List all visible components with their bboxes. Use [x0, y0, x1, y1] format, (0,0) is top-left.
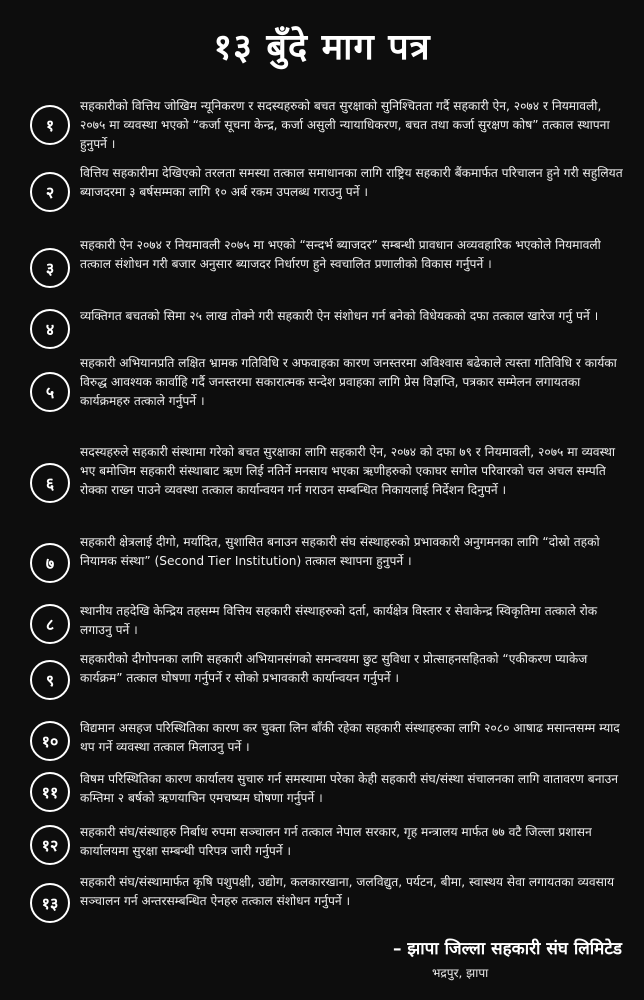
item-number-badge: १२: [30, 825, 70, 865]
signature-organization: – झापा जिल्ला सहकारी संघ लिमिटेड: [392, 939, 622, 959]
item-number-badge: २: [30, 172, 70, 212]
demand-text: सहकारी क्षेत्रलाई दीगो, मर्यादित, सुशासित बनाउन सहकारी संघ संस्थाहरुको प्रभावकारी अनुगमनका लागि “दोस्रो तहको नियामक संस्था” (Second Tier Institution) तत्काल स्थापना हुनुपर्ने ।: [80, 535, 600, 568]
page-title: १३ बुँदे माग पत्र: [213, 27, 431, 68]
item-number-badge: ५: [30, 372, 70, 412]
demand-text: सहकारी अभियानप्रति लक्षित भ्रामक गतिविधि र अफवाहका कारण जनस्तरमा अविश्वास बढेकाले त्यस्ता गतिविधि र कार्यका विरुद्ध आवश्यक कार्वाहि गर्दै जनस्तरमा सकारात्मक सन्देश प्रवाहका लागि प्रेस विज्ञप्ति, पत्रकार सम्मेलन लगायतका कार्यक्रमहरु तत्काले गर्नुपर्ने ।: [80, 356, 617, 408]
demand-text: विद्यमान असहज परिस्थितिका कारण कर चुक्ता लिन बाँकी रहेका सहकारी संस्थाहरुका लागि २०८० आषाढ मसान्तसम्म म्याद थप गर्ने व्यवस्था तत्काल मिलाउनु पर्ने ।: [80, 721, 620, 754]
signature-address: भद्रपुर, झापा: [432, 966, 489, 980]
demand-text: वित्तिय सहकारीमा देखिएको तरलता समस्या तत्काल समाधानका लागि राष्ट्रिय सहकारी बैंकमार्फत परिचालन हुने गरी सहुलियत ब्याजदरमा ३ बर्षसम्मका लागि १० अर्ब रकम उपलब्ध गराउनु पर्ने ।: [80, 166, 623, 199]
item-number-badge: ९: [30, 660, 70, 700]
demand-text: विषम परिस्थितिका कारण कार्यालय सुचारु गर्न समस्यामा परेका केही सहकारी संघ/संस्था संचालनका लागि वातावरण बनाउन कम्तिमा २ बर्षको ऋणयाचिन एमचष्यम घोषणा गर्नुपर्ने ।: [80, 772, 619, 805]
item-number-badge: १३: [30, 883, 70, 923]
item-number-badge: ३: [30, 248, 70, 288]
demand-text: सहकारी संघ/संस्थामार्फत कृषि पशुपक्षी, उद्योग, कलकारखाना, जलविद्युत, पर्यटन, बीमा, स्वास्थय सेवा लगायतका व्यवसाय सञ्चालन गर्न अन्तरसम्बन्धित ऐनहरु तत्काल संशोधन गर्नुपर्ने ।: [80, 875, 615, 908]
item-number-badge: १०: [30, 721, 70, 761]
item-number-badge: ४: [30, 309, 70, 349]
item-number-badge: ८: [30, 604, 70, 644]
demand-text: सहकारी ऐन २०७४ र नियमावली २०७५ मा भएको “सन्दर्भ ब्याजदर” सम्बन्धी प्रावधान अव्यवहारिक भएकोले नियमावली तत्काल संशोधन गरी बजार अनुसार ब्याजदर निर्धारण हुने स्वचालित प्रणालीको विकास गर्नुपर्ने ।: [80, 238, 601, 271]
demand-text: व्यक्तिगत बचतको सिमा २५ लाख तोक्ने गरी सहकारी ऐन संशोधन गर्न बनेको विधेयकको दफा तत्काल खारेज गर्नु पर्ने ।: [80, 309, 599, 323]
item-number-badge: ११: [30, 772, 70, 812]
demand-text: स्थानीय तहदेखि केन्द्रिय तहसम्म वित्तिय सहकारी संस्थाहरुको दर्ता, कार्यक्षेत्र विस्तार र सेवाकेन्द्र स्विकृतिमा तत्काले रोक लगाउनु पर्ने ।: [80, 604, 598, 637]
item-number-badge: ७: [30, 543, 70, 583]
demand-text: सहकारीको दीगोपनका लागि सहकारी अभियानसंगको समन्वयमा छुट सुविधा र प्रोत्साहनसहितको “एकीकरण प्याकेज कार्यक्रम” तत्काल घोषणा गर्नुपर्ने र सोको प्रभावकारी कार्यान्वयन गर्नुपर्ने ।: [80, 652, 588, 685]
demand-text: सहकारी संघ/संस्थाहरु निर्बाध रुपमा सञ्चालन गर्न तत्काल नेपाल सरकार, गृह मन्त्रालय मार्फत ७७ वटै जिल्ला प्रशासन कार्यालयमा सुरक्षा सम्बन्धी परिपत्र जारी गर्नुपर्ने ।: [80, 825, 592, 858]
demand-text: सदस्यहरुले सहकारी संस्थामा गरेको बचत सुरक्षाका लागि सहकारी ऐन, २०७४ को दफा ७९ र नियमावली, २०७५ मा व्यवस्था भए बमोजिम सहकारी संस्थाबाट ऋण लिई नतिर्ने मनसाय भएका ऋणीहरुको एकाघर सगोल परिवारको चल अचल सम्पति रोक्का राख्न पाउने व्यवस्था तत्काल कार्यान्वयन गर्न गराउन सम्बन्धित निकायलाई निर्देशन दिनुपर्ने ।: [80, 445, 616, 497]
item-number-badge: १: [30, 105, 70, 145]
item-number-badge: ६: [30, 463, 70, 503]
demand-text: सहकारीको वित्तिय जोखिम न्यूनिकरण र सदस्यहरुको बचत सुरक्षाको सुनिश्चितता गर्दै सहकारी ऐन, २०७४ र नियमावली, २०७५ मा व्यवस्था भएको “कर्जा सूचना केन्द्र, कर्जा असुली न्यायाधिकरण, बचत तथा कर्जा सुरक्षण कोष” तत्काल स्थापना हुनुपर्ने ।: [80, 99, 610, 151]
